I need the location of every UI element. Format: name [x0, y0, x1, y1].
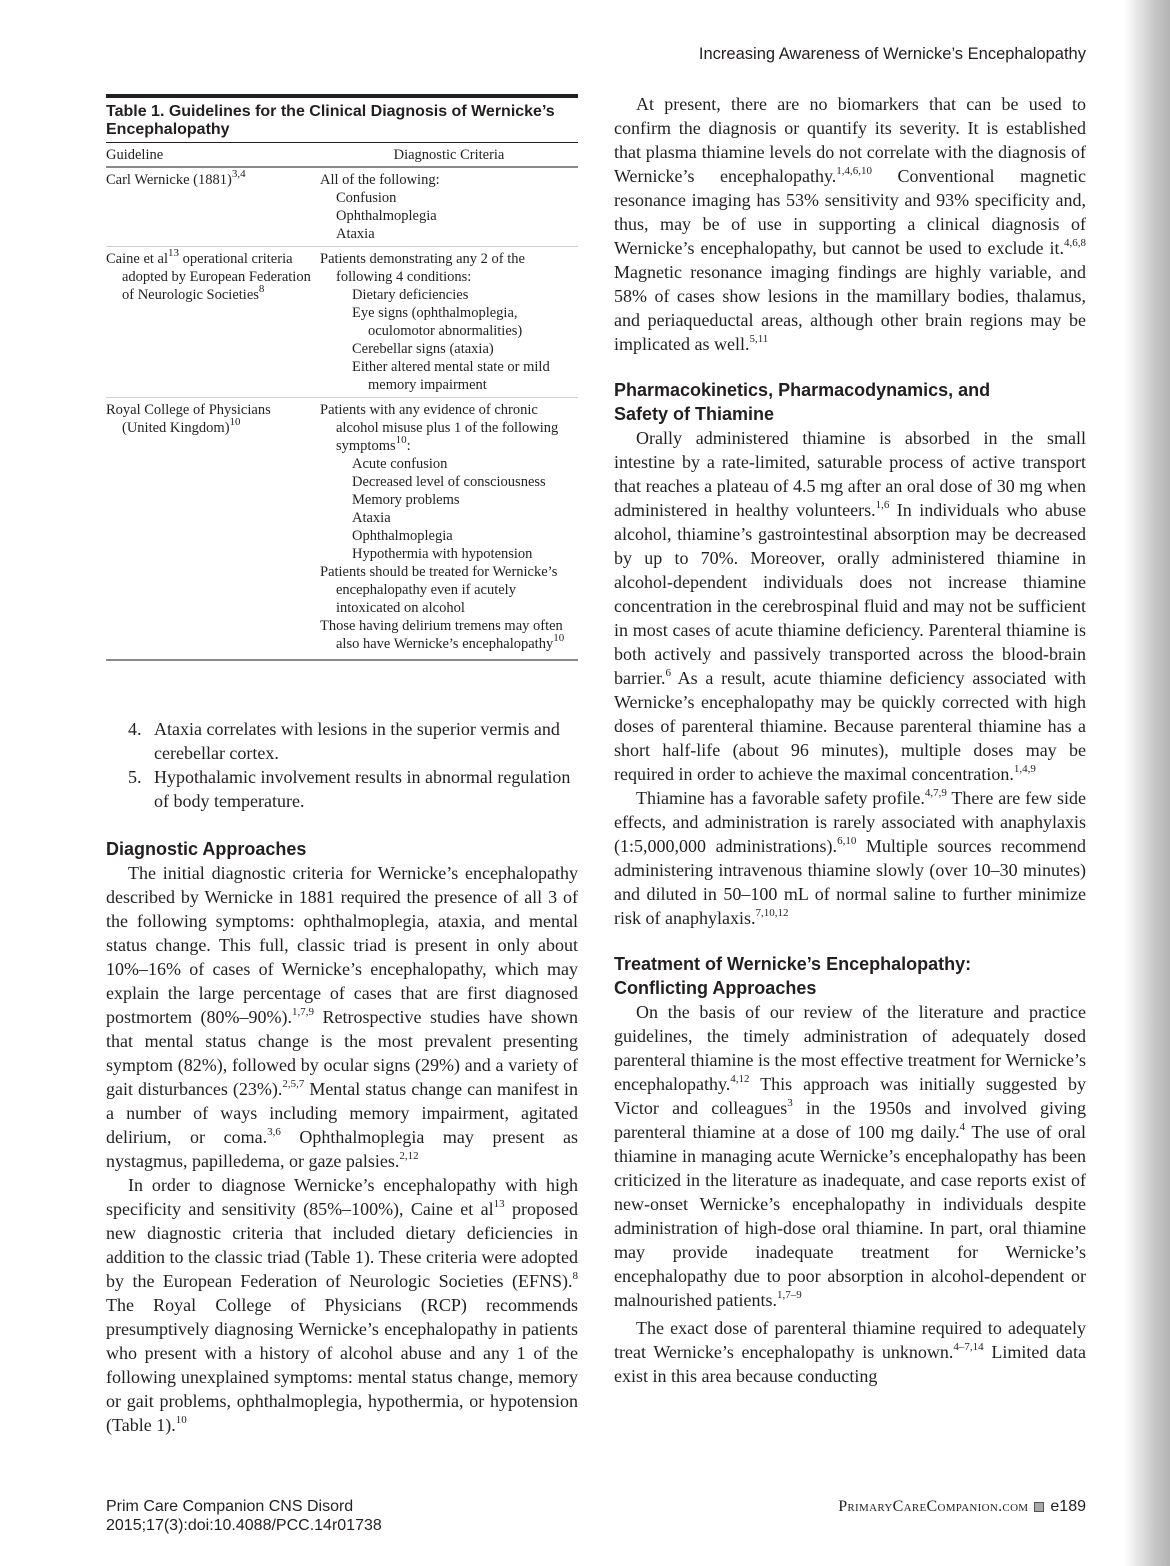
list-item: 4. Ataxia correlates with lesions in the superior vermis and cerebellar cortex.: [128, 719, 560, 763]
left-column: [106, 94, 578, 1437]
page-number: e189: [1050, 1498, 1086, 1515]
guideline-cell: Carl Wernicke $(1881)^{3,4}$: [106, 167, 320, 247]
guideline-cell: Caine et $al^{13}$ operational criteria adopted by European Federation of Neurologic Societies$^8$: [106, 247, 320, 398]
site-link[interactable]: PrimaryCareCompanion.com: [838, 1498, 1029, 1515]
page-edge-shadow: [1124, 0, 1170, 1566]
table-title: Table 1. Guidelines for the Clinical Diagnosis of Wernicke’s Encephalopathy: [106, 103, 555, 138]
criteria-cell: All of the following: Confusion Ophthalmoplegia Ataxia: [320, 167, 578, 247]
paragraph: Thiamine has a favorable safety profile.$^{4,7,9}$ There are few side effects, and administration is rarely associated with anaphylaxis (1:5,000,000 administrations).$^{6,10}$ Multiple sources recommend administering intravenous thiamine slowly (over 10–30 minutes) and diluted in 50–100 mL of normal saline to further minimize risk of anaphylaxis.$^{7,10,12}$: [614, 787, 1087, 928]
paragraph: The exact dose of parenteral thiamine required to adequately treat Wernicke’s encephalopathy is unknown.$^{4-7,14}$ Limited data exist in this area because conducting: [614, 1318, 1086, 1386]
table-1: [106, 94, 578, 661]
paragraph: Orally administered thiamine is absorbed in the small intestine by a rate-limited, saturable process of active transport that reaches a plateau of 4.5 mg after an oral dose of 30 mg when administered in healthy volunteers.$^{1,6}$ In individuals who abuse alcohol, thiamine’s gastrointestinal absorption may be decreased by up to 70%. Moreover, orally administered thiamine in alcohol-dependent individuals does not increase thiamine concentration in the cerebrospinal fluid and may not be sufficient in most cases of acute thiamine deficiency. Parenteral thiamine is both actively and passively transported across the blood-brain barrier.$^6$ As a result, acute thiamine deficiency associated with Wernicke’s encephalopathy may be quickly corrected with high doses of parenteral thiamine. Because parenteral thiamine has a short half-life (about 96 minutes), multiple doses may be required in order to achieve the maximal concentration.$^{1,4,9}$: [614, 428, 1086, 784]
doi-citation: 2015;17(3):doi:10.4088/PCC.14r01738: [106, 1517, 382, 1534]
guideline-cell: Royal College of Physicians (United Kingdom)$^{10}$: [106, 398, 320, 661]
section-heading-diagnostic-approaches: Diagnostic Approaches: [106, 839, 307, 859]
journal-name: Prim Care Companion CNS Disord: [106, 1498, 354, 1515]
column-header-criteria: Diagnostic Criteria: [320, 143, 578, 168]
numbered-list: [106, 717, 578, 813]
list-item: 5. Hypothalamic involvement results in abnormal regulation of body temperature.: [128, 767, 571, 811]
table-row: [106, 398, 578, 661]
section-heading-treatment: Treatment of Wernicke’s Encephalopathy: Conflicting Approaches: [614, 954, 972, 998]
right-column: [614, 92, 1086, 1388]
guidelines-table: [106, 142, 578, 661]
criteria-cell: Patients with any evidence of chronic alcohol misuse plus 1 of the following symptoms$^{10}$: Acute confusion Decreased level of consciousness Memory problems Ataxia Ophthalmoplegia Hypothermia with hypotension Patients should be treated for Wernicke’s encephalopathy even if acutely intoxicated on alcohol Those having delirium tremens may often also have Wernicke’s encephalopathy$^{10}$: [320, 398, 578, 661]
running-head: Increasing Awareness of Wernicke’s Encephalopathy: [698, 45, 1086, 63]
footer-citation: [106, 1497, 382, 1535]
criteria-cell: Patients demonstrating any 2 of the following 4 conditions: Dietary deficiencies Eye signs (ophthalmoplegia, oculomotor abnormalities) Cerebellar signs (ataxia) Either altered mental state or mild memory impairment: [320, 247, 578, 398]
table-row: [106, 247, 578, 398]
paragraph: On the basis of our review of the literature and practice guidelines, the timely administration of adequately dosed parenteral thiamine is the most effective treatment for Wernicke’s encephalopathy.$^{4,12}$ This approach was initially suggested by Victor and colleagues$^3$ in the 1950s and involved giving parenteral thiamine at a dose of 100 mg daily.$^4$ The use of oral thiamine in managing acute Wernicke’s encephalopathy has been criticized in the literature as inadequate, and case reports exist of new-onset Wernicke’s encephalopathy in individuals despite administration of high-dose oral thiamine. In part, oral thiamine may provide inadequate treatment for Wernicke’s encephalopathy due to poor absorption in alcohol-dependent or malnourished patients.$^{1,7-9}$: [614, 1002, 1087, 1310]
column-header-guideline: Guideline: [106, 143, 320, 168]
table-row: [106, 167, 578, 247]
footer-site: [838, 1497, 1086, 1516]
paragraph: At present, there are no biomarkers that can be used to confirm the diagnosis or quantify its severity. It is established that plasma thiamine levels do not correlate with the diagnosis of Wernicke’s encephalopathy.$^{1,4,6,10}$ Conventional magnetic resonance imaging has 53% sensitivity and 93% specificity and, thus, may be of use in supporting a clinical diagnosis of Wernicke’s encephalopathy, but cannot be used to exclude it.$^{4,6,8}$ Magnetic resonance imaging findings are highly variable, and 58% of cases show lesions in the mamillary bodies, thalamus, and periaqueductal areas, although other brain regions may be implicated as well.$^{5,11}$: [614, 94, 1086, 354]
paragraph: In order to diagnose Wernicke’s encephalopathy with high specificity and sensitivity (85%–100%), Caine et $al^{13}$ proposed new diagnostic criteria that included dietary deficiencies in addition to the classic triad (Table 1). These criteria were adopted by the European Federation of Neurologic Societies (EFNS).$^8$ The Royal College of Physicians (RCP) recommends presumptively diagnosing Wernicke’s encephalopathy in patients who present with a history of alcohol abuse and any 1 of the following unexplained symptoms: mental status change, memory or gait problems, ophthalmoplegia, hypothermia, or hypotension (Table 1).$^{10}$: [106, 1175, 578, 1435]
paragraph: The initial diagnostic criteria for Wernicke’s encephalopathy described by Wernicke in 1881 required the presence of all 3 of the following symptoms: ophthalmoplegia, ataxia, and mental status change. This full, classic triad is present in only about 10%–16% of cases of Wernicke’s encephalopathy, which may explain the large percentage of cases that are first diagnosed postmortem (80%–90%).$^{1,7,9}$ Retrospective studies have shown that mental status change is the most prevalent presenting symptom (82%), followed by ocular signs (29%) and a variety of gait disturbances (23%).$^{2,5,7}$ Mental status change can manifest in a number of ways including memory impairment, agitated delirium, or coma.$^{3,6}$ Ophthalmoplegia may present as nystagmus, papilledema, or gaze palsies.$^{2,12}$: [106, 863, 578, 1171]
section-heading-pharmacokinetics: Pharmacokinetics, Pharmacodynamics, and Safety of Thiamine: [614, 380, 991, 424]
square-bullet-icon: [1034, 1502, 1044, 1512]
